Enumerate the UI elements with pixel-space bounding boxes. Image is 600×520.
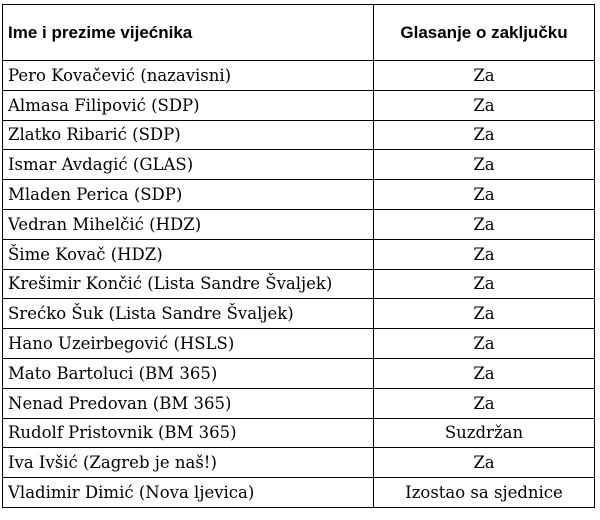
councillor-name-cell: Almasa Filipović (SDP) [3, 90, 374, 120]
vote-cell: Za [374, 239, 595, 269]
councillor-name-cell: Mladen Perica (SDP) [3, 180, 374, 210]
councillor-name-cell: Krešimir Končić (Lista Sandre Švaljek) [3, 269, 374, 299]
table-body [3, 61, 595, 508]
councillor-name-cell: Srećko Šuk (Lista Sandre Švaljek) [3, 299, 374, 329]
vote-cell: Za [374, 329, 595, 359]
table-row [3, 90, 595, 120]
table-row [3, 299, 595, 329]
councillor-name-cell: Mato Bartoluci (BM 365) [3, 358, 374, 388]
vote-table [2, 4, 595, 508]
vote-cell: Za [374, 299, 595, 329]
table-row [3, 269, 595, 299]
header-row [3, 5, 595, 61]
councillor-name-cell: Nenad Predovan (BM 365) [3, 388, 374, 418]
table-row [3, 239, 595, 269]
table-row [3, 180, 595, 210]
table-row [3, 448, 595, 478]
councillor-name-cell: Zlatko Ribarić (SDP) [3, 120, 374, 150]
vote-cell: Izostao sa sjednice [374, 478, 595, 508]
table-row [3, 329, 595, 359]
vote-cell: Za [374, 150, 595, 180]
table-row [3, 358, 595, 388]
vote-cell: Za [374, 61, 595, 91]
vote-cell: Za [374, 388, 595, 418]
table-row [3, 150, 595, 180]
councillor-name-cell: Ismar Avdagić (GLAS) [3, 150, 374, 180]
vote-cell: Za [374, 120, 595, 150]
vote-cell: Za [374, 269, 595, 299]
table-row [3, 478, 595, 508]
councillor-name-cell: Vladimir Dimić (Nova ljevica) [3, 478, 374, 508]
councillor-name-cell: Pero Kovačević (nazavisni) [3, 61, 374, 91]
councillor-name-cell: Hano Uzeirbegović (HSLS) [3, 329, 374, 359]
table-row [3, 418, 595, 448]
councillor-name-cell: Vedran Mihelčić (HDZ) [3, 209, 374, 239]
councillor-name-cell: Iva Ivšić (Zagreb je naš!) [3, 448, 374, 478]
vote-cell: Za [374, 180, 595, 210]
vote-cell: Za [374, 90, 595, 120]
table-row [3, 388, 595, 418]
table-row [3, 209, 595, 239]
vote-cell: Za [374, 209, 595, 239]
header-councillor-name: Ime i prezime vijećnika [3, 5, 374, 61]
table-header [3, 5, 595, 61]
table-row [3, 61, 595, 91]
vote-cell: Suzdržan [374, 418, 595, 448]
councillor-name-cell: Rudolf Pristovnik (BM 365) [3, 418, 374, 448]
vote-cell: Za [374, 448, 595, 478]
councillor-name-cell: Šime Kovač (HDZ) [3, 239, 374, 269]
vote-cell: Za [374, 358, 595, 388]
header-vote-on-conclusion: Glasanje o zaključku [374, 5, 595, 61]
table-row [3, 120, 595, 150]
